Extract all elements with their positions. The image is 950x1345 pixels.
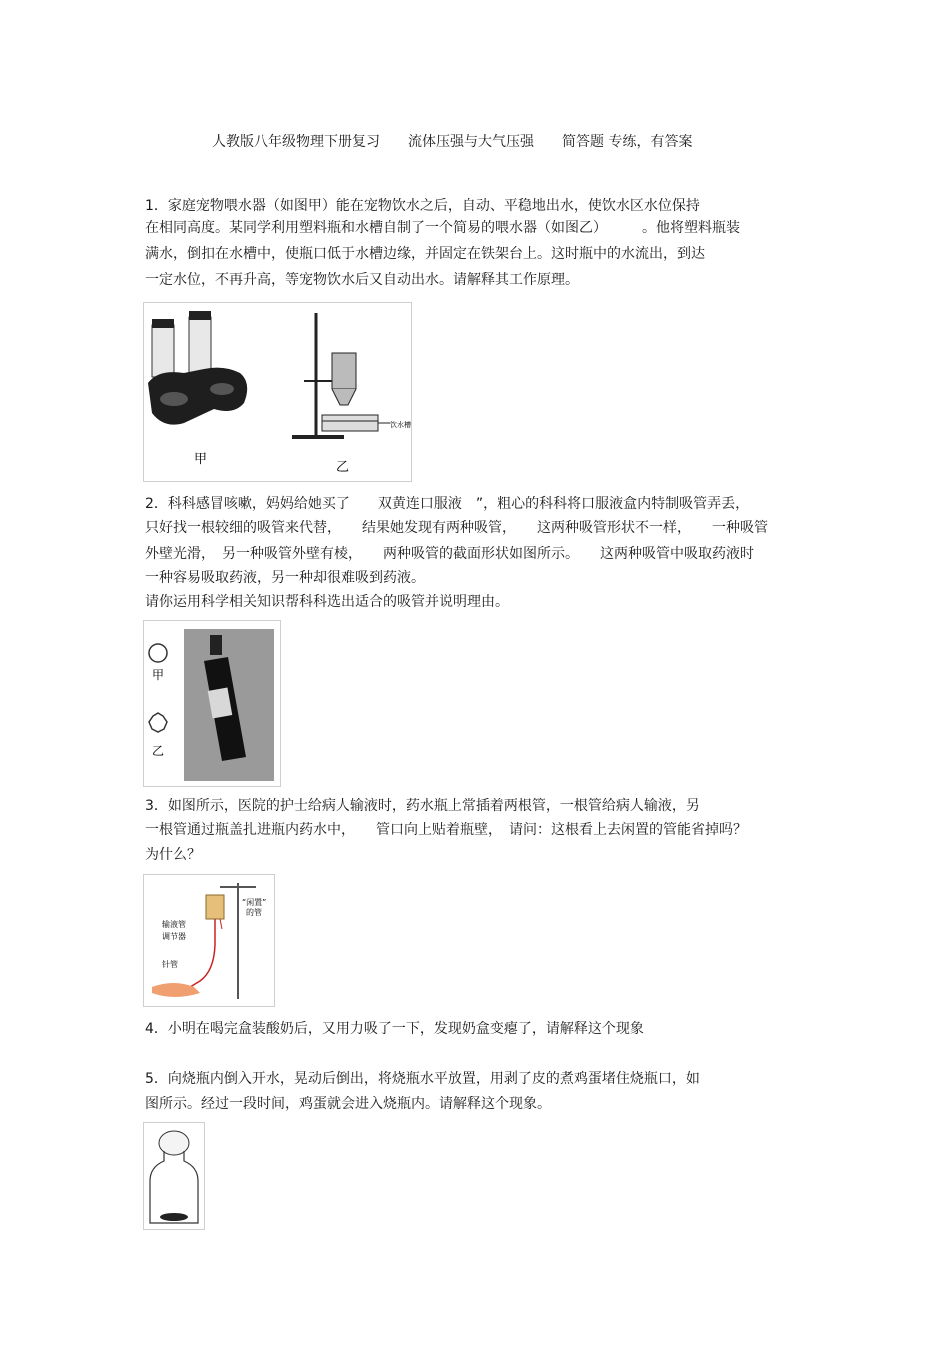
infusion-tube <box>184 919 215 991</box>
q5-line-1: 5．向烧瓶内倒入开水，晃动后倒出，将烧瓶水平放置，用剥了皮的煮鸡蛋堵住烧瓶口，如 <box>145 1071 700 1087</box>
q2-line-2: 只好找一根较细的吸管来代替， 结果她发现有两种吸管， 这两种吸管形状不一样， 一种吸管 <box>145 520 768 536</box>
infusion-figure <box>143 874 275 1007</box>
fig-label-jia: 甲 <box>152 668 165 682</box>
label-idle-tube: “闲置” <box>242 898 267 907</box>
flask <box>150 1151 198 1223</box>
flask-bottom-residue <box>160 1213 188 1221</box>
medicine-bottle <box>206 895 224 919</box>
fig-label-trough: 饮水槽 <box>390 421 411 429</box>
ridged-straw-section <box>149 713 167 732</box>
q5-line-2: 图所示。经过一段时间，鸡蛋就会进入烧瓶内。请解释这个现象。 <box>145 1096 551 1112</box>
q2-line-3: 外壁光滑， 另一种吸管外壁有棱， 两种吸管的截面形状如图所示。 这两种吸管中吸取药液时 <box>145 546 754 562</box>
smooth-straw-section <box>149 644 167 662</box>
label-idle-tube-2: 的管 <box>246 908 262 917</box>
page-title: 人教版八年级物理下册复习 流体压强与大气压强 简答题 专练，有答案 <box>212 134 693 150</box>
diy-feeder-diagram <box>292 313 390 437</box>
q1-line-3: 满水，倒扣在水槽中，使瓶口低于水槽边缘，并固定在铁架台上。这时瓶中的水流出，到达 <box>145 246 705 262</box>
straw-cross-section-figure <box>143 620 281 787</box>
q4-line-1: 4．小明在喝完盒装酸奶后，又用力吸了一下，发现奶盒变瘪了，请解释这个现象 <box>145 1021 644 1037</box>
q1-line-2: 在相同高度。某同学利用塑料瓶和水槽自制了一个简易的喂水器（如图乙） 。他将塑料瓶装 <box>145 220 740 236</box>
fig-label-yi: 乙 <box>152 744 165 758</box>
q3-line-3: 为什么？ <box>145 847 201 863</box>
q2-line-4: 一种容易吸取药液，另一种却很难吸到药液。 <box>145 570 425 586</box>
fig-label-yi: 乙 <box>336 460 350 475</box>
q3-line-2: 一根管通过瓶盖扎进瓶内药水中， 管口向上贴着瓶壁， 请问：这根看上去闲置的管能省掉吗？ <box>145 822 747 838</box>
pet-water-feeder-figure <box>143 302 412 482</box>
q1-line-1: 1．家庭宠物喂水器（如图甲）能在宠物饮水之后，自动、平稳地出水，使饮水区水位保持 <box>145 198 700 214</box>
feeder-photo <box>148 311 247 425</box>
fig-label-jia: 甲 <box>194 452 208 467</box>
label-infusion-tube: 输液管 <box>162 920 186 929</box>
q2-line-5: 请你运用科学相关知识帮科科选出适合的吸管并说明理由。 <box>145 594 509 610</box>
q2-line-1: 2．科科感冒咳嗽，妈妈给她买了 双黄连口服液 ”，粗心的科科将口服液盒内特制吸管弄丢， <box>145 496 750 512</box>
q3-line-1: 3．如图所示，医院的护士给病人输液时，药水瓶上常插着两根管，一根管给病人输液，另 <box>145 798 700 814</box>
label-regulator: 调节器 <box>162 932 186 941</box>
label-needle: 针管 <box>162 960 178 969</box>
q1-line-4: 一定水位，不再升高，等宠物饮水后又自动出水。请解释其工作原理。 <box>145 272 579 288</box>
flask-egg-figure <box>143 1122 205 1230</box>
